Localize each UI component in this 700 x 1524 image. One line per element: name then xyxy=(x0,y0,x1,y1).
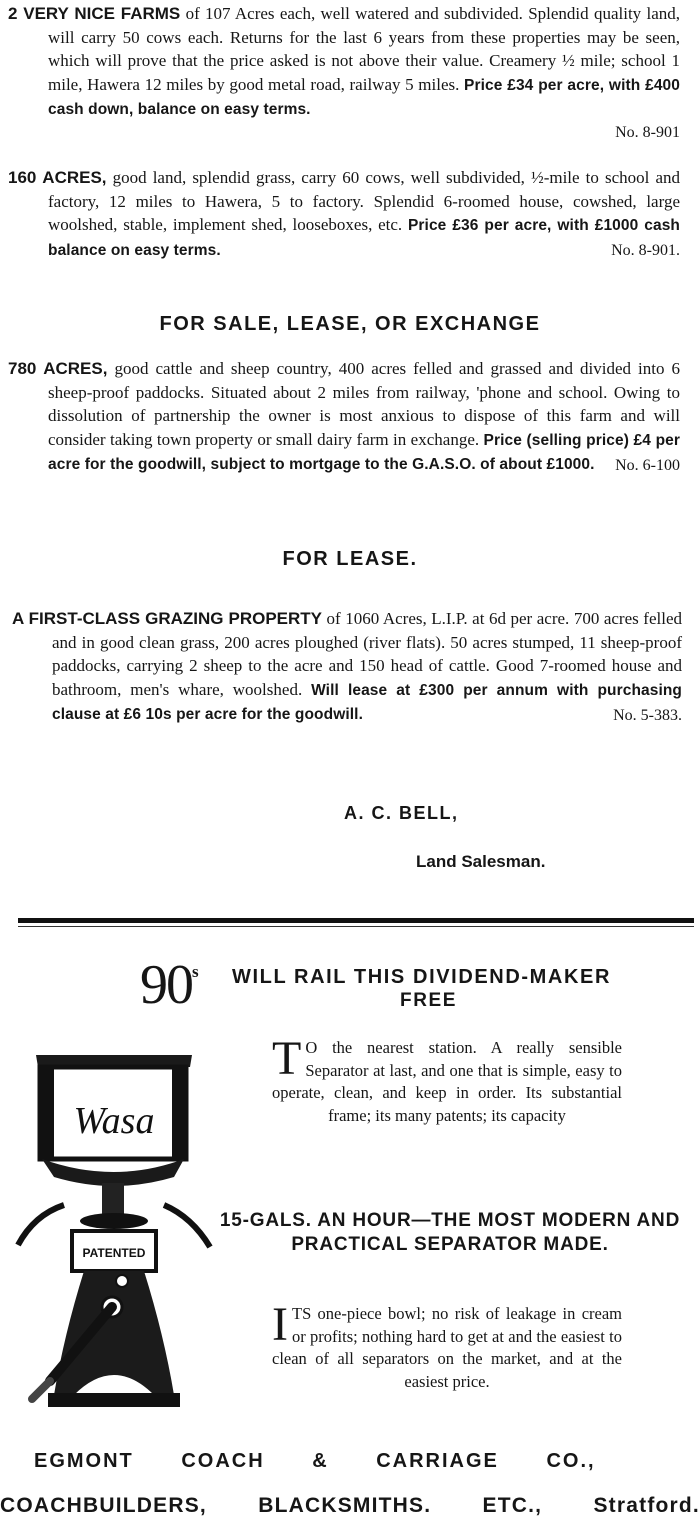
heading-for-lease: FOR LEASE. xyxy=(282,548,418,570)
heading-sale-lease-exchange: FOR SALE, LEASE, OR EXCHANGE xyxy=(159,313,541,335)
listing-lead: 780 ACRES, xyxy=(8,359,108,378)
listing-lead: A FIRST-CLASS GRAZING PROPERTY xyxy=(12,609,323,628)
listing-two-farms xyxy=(8,2,680,144)
advert-paragraph-1 xyxy=(272,1032,622,1127)
listing-body: of 107 Acres each, well watered and subdivided. Splendid quality land, will carry 50 cows each. Returns for the last 6 years from these properties may be seen, which will prove that the price asked is not above their value. Creamery ½ mile; school 1 mile, Hawera 12 miles by good metal road, railway 5 miles. xyxy=(48,4,680,94)
listing-lead: 160 ACRES, xyxy=(8,168,107,187)
advert-subheading: 15-GALS. AN HOUR—THE MOST MODERN AND PRACTICAL SEPARATOR MADE. xyxy=(219,1210,681,1255)
listing-body: good cattle and sheep country, 400 acres felled and grassed and divided into 6 sheep-proof paddocks. Situated about 2 miles from railway, 'phone and school. Owing to dissolution of partnership the owner is most anxious to dispose of this farm and will consider taking town property or small dairy farm in exchange. xyxy=(48,359,681,449)
listing-ref: No. 6-100 xyxy=(615,456,680,474)
section-divider-thin xyxy=(18,926,694,927)
listing-price: Will lease at £300 per annum with purchasing clause at £6 10s per acre for the goodwill. xyxy=(52,681,683,723)
advert-price-unit: s xyxy=(192,962,199,981)
listing-780-acres xyxy=(8,357,680,477)
advert-headline-free: FREE xyxy=(400,990,458,1011)
trade-etc: ETC., xyxy=(482,1494,543,1517)
listing-price: Price (selling price) £4 per acre for the goodwill, subject to mortgage to the G.A.S.O. of about £1000. xyxy=(48,431,680,473)
cream-separator-illustration xyxy=(14,1035,214,1455)
listing-ref: No. 8-901. xyxy=(611,242,680,259)
advert-price: 90 xyxy=(140,954,192,1016)
listing-price: Price £34 per acre, with £400 cash down, balance on easy terms. xyxy=(48,76,680,118)
advert-paragraph-2-text: TS one-piece bowl; no risk of leakage in cream or profits; nothing hard to get at and the easiest to clean of all separators on the market, and at the easiest price. xyxy=(272,1304,622,1391)
company-town: Stratford. xyxy=(593,1494,700,1517)
trade-coachbuilders: COACHBUILDERS, xyxy=(0,1494,207,1517)
patented-label: PATENTED xyxy=(82,1246,146,1260)
signature-name: A. C. BELL, xyxy=(344,803,459,823)
listing-ref: No. 5-383. xyxy=(613,706,682,724)
listing-ref: No. 8-901 xyxy=(615,123,680,141)
signature-title: Land Salesman. xyxy=(416,852,546,871)
company-trades xyxy=(0,1494,700,1518)
advert-paragraph-1-text: O the nearest station. A really sensible Separator at last, and one that is simple, easy to operate, clean, and keep in order. Its substantial frame; its many patents; its capacity xyxy=(272,1038,622,1125)
listing-body: of 1060 Acres, L.I.P. at 6d per acre. 700 acres felled and in good clean grass, 200 acres ploughed (river flats). 50 acres stumped, 11 sheep-proof paddocks, carrying 2 sheep to the acre and 150 head of cattle. Good 7-roomed house and bathroom, men's whare, woolshed. xyxy=(52,609,682,699)
advert-paragraph-2 xyxy=(272,1298,622,1393)
trade-blacksmiths: BLACKSMITHS. xyxy=(258,1494,432,1517)
listing-grazing-property xyxy=(12,607,682,727)
listing-160-acres xyxy=(8,166,680,262)
listing-price: Price £36 per acre, with £1000 cash balance on easy terms. xyxy=(48,217,680,259)
wasa-logo: Wasa xyxy=(73,1100,155,1142)
advert-headline: WILL RAIL THIS DIVIDEND-MAKER xyxy=(232,966,611,988)
drop-cap: I xyxy=(272,1298,288,1351)
listing-lead: 2 VERY NICE FARMS xyxy=(8,4,181,23)
company-name: EGMONT COACH & CARRIAGE CO., xyxy=(34,1450,596,1472)
listing-body: good land, splendid grass, carry 60 cows, well subdivided, ½-mile to school and factory, 12 miles to Hawera, 5 to factory. Splendid 6-roomed house, cowshed, large woolshed, stable, implement shed, looseboxes, etc. xyxy=(48,168,680,234)
section-divider xyxy=(18,918,694,923)
drop-cap: T xyxy=(272,1032,302,1085)
